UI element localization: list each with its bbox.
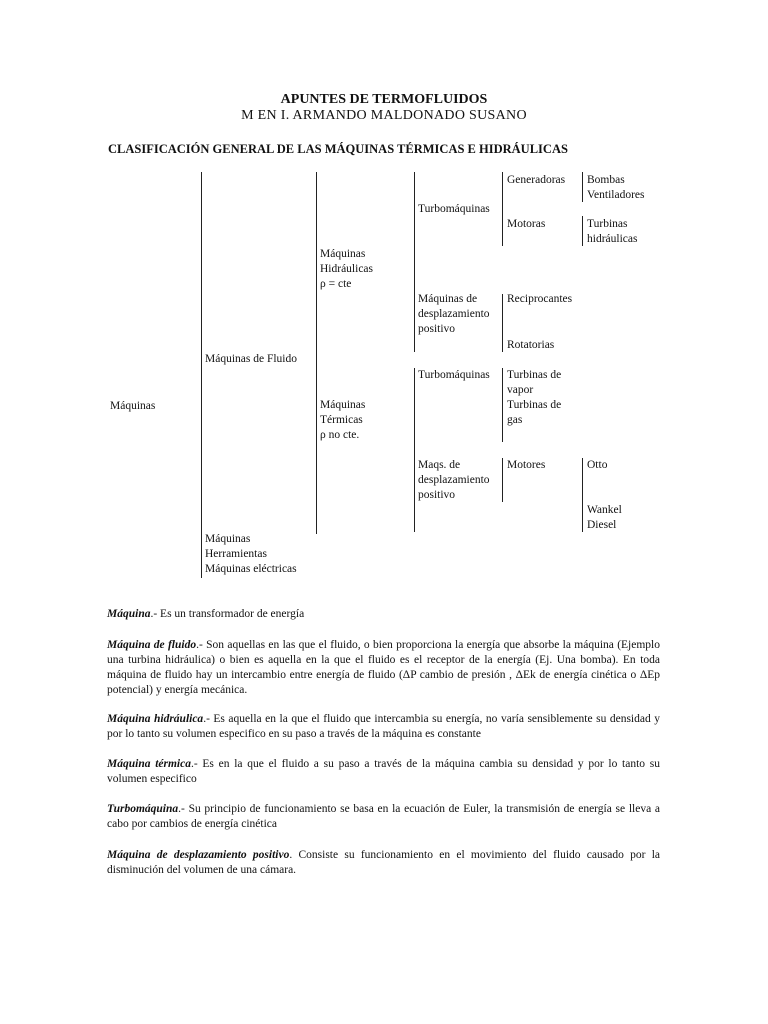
bracket-termicas bbox=[414, 368, 415, 532]
section-heading: CLASIFICACIÓN GENERAL DE LAS MÁQUINAS TÉRMICAS E HIDRÁULICAS bbox=[108, 142, 568, 156]
node-maquinas-fluido: Máquinas de Fluido bbox=[205, 353, 297, 365]
node-turbinas-vapor-gas: Turbinas de vapor Turbinas de gas bbox=[507, 369, 562, 426]
bracket-hyd-turbo bbox=[502, 172, 503, 246]
node-hidraulicas: Máquinas Hidráulicas ρ = cte bbox=[320, 248, 374, 290]
bracket-therm-turbo bbox=[502, 368, 503, 442]
node-diesel: Diesel bbox=[587, 519, 617, 531]
bracket-hyd-positive bbox=[502, 294, 503, 352]
node-generadoras: Generadoras bbox=[507, 174, 566, 186]
document-author: M EN I. ARMANDO MALDONADO SUSANO bbox=[241, 108, 527, 123]
definition-desplazamiento-positivo: Máquina de desplazamiento positivo. Consiste su funcionamiento en el movimiento del fluido causado por la disminución del volumen de una cámara. bbox=[107, 849, 660, 876]
bracket-therm-positive bbox=[502, 458, 503, 502]
document-title: APUNTES DE TERMOFLUIDOS bbox=[280, 92, 488, 107]
node-wankel: Wankel bbox=[587, 504, 622, 516]
node-hyd-turbomaquinas: Turbomáquinas bbox=[418, 203, 490, 215]
node-motores: Motores bbox=[507, 459, 546, 471]
bracket-hidraulicas bbox=[414, 172, 415, 352]
node-therm-turbomaquinas: Turbomáquinas bbox=[418, 369, 490, 381]
bracket-maquinas bbox=[201, 172, 202, 578]
node-maquinas: Máquinas bbox=[110, 400, 156, 412]
node-otto: Otto bbox=[587, 459, 608, 471]
node-motoras: Motoras bbox=[507, 218, 546, 230]
node-turbinas-hidraulicas: Turbinas hidráulicas bbox=[587, 218, 638, 245]
definition-maquina-fluido: Máquina de fluido.- Son aquellas en las que el fluido, o bien proporciona la energía que absorbe la máquina (Ejemplo una turbina hidráulica) o bien es aquella en la que el fluido es el receptor de la energía (Ej. Una bomba). En toda máquina de fluido hay un intercambio entre energía de fluido (ΔP cambio de presión , ΔEk de energía cinética o ΔEp potencial) y energía mecánica. bbox=[107, 639, 660, 696]
definition-maquina-termica: Máquina térmica.- Es en la que el fluido a su paso a través de la máquina cambia su densidad y por lo tanto su volumen especifico bbox=[107, 758, 660, 785]
node-rotatorias: Rotatorias bbox=[507, 339, 555, 351]
bracket-maquinas-fluido bbox=[316, 172, 317, 534]
node-bombas-ventiladores: Bombas Ventiladores bbox=[587, 174, 645, 201]
definition-maquina-hidraulica: Máquina hidráulica.- Es aquella en la que el fluido que intercambia su energía, no varía sensiblemente su densidad y por lo tanto su volumen especifico en su paso a través de la máquina es constante bbox=[107, 713, 660, 740]
node-termicas: Máquinas Térmicas ρ no cte. bbox=[320, 399, 366, 441]
node-reciprocantes: Reciprocantes bbox=[507, 293, 573, 305]
definition-maquina: Máquina.- Es un transformador de energía bbox=[107, 608, 305, 620]
bracket-motoras bbox=[582, 216, 583, 246]
bracket-motores bbox=[582, 458, 583, 532]
bracket-generadoras bbox=[582, 172, 583, 202]
definition-turbomaquina: Turbomáquina.- Su principio de funcionamiento se basa en la ecuación de Euler, la transmisión de energía se lleva a cabo por cambios de energía cinética bbox=[107, 803, 660, 830]
node-hyd-desplazamiento: Máquinas de desplazamiento positivo bbox=[418, 293, 490, 335]
node-otras-maquinas: Máquinas Herramientas Máquinas eléctricas bbox=[205, 533, 297, 575]
node-therm-desplazamiento: Maqs. de desplazamiento positivo bbox=[418, 459, 490, 501]
